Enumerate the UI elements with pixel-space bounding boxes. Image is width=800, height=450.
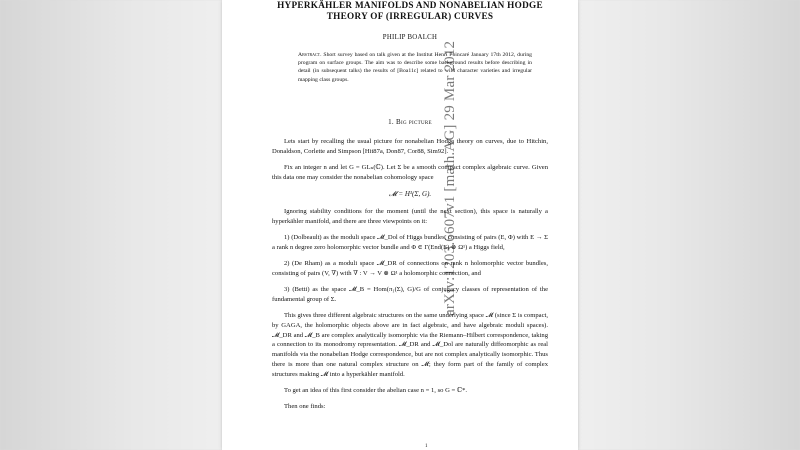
equation-1: 𝓜 = H¹(Σ, G). [388, 190, 432, 199]
paragraph-3: Ignoring stability conditions for the moment (until the next section), this space is naturally a hyperkähler manifold, and there are three viewpoints on it: [272, 208, 548, 226]
title-line-2: THEORY OF (IRREGULAR) CURVES [326, 11, 494, 21]
paper-page [222, 0, 578, 450]
abstract-lead: Abstract. [298, 52, 322, 58]
section-title: Big picture [396, 117, 432, 126]
paragraph-5: To get an idea of this first consider the abelian case n = 1, so G = ℂ*. [284, 387, 468, 395]
page-content [272, 0, 548, 412]
section-heading [272, 118, 548, 126]
paragraph-dolbeault: 1) (Dolbeault) as the moduli space 𝓜_Dol of Higgs bundles, consisting of pairs (E, Φ) with E → Σ a rank n degree zero holomorphic vector bundle and Φ ∈ Γ(End(E) ⊗ Ω¹) a Higgs field, [272, 234, 548, 252]
paragraph-2: Fix an integer n and let G = GLₙ(ℂ). Let Σ be a smooth compact complex algebraic curve. Given this data one may consider the nonabelian cohomology space [272, 163, 548, 181]
paragraph-4: This gives three different algebraic structures on the same underlying space 𝓜 (since Σ is compact, by GAGA, the holomorphic objects above are in fact algebraic, and have algebraic moduli spaces). 𝓜_DR and 𝓜_B are complex analytically isomorphic via the Riemann–Hilbert correspondence, taking a connection to its monodromy representation. 𝓜_DR and 𝓜_Dol are naturally diffeomorphic as real manifolds via the nonabelian Hodge correspondence, but are not complex analytically isomorphic. Thus there is more than one natural complex structure on 𝓜; they form part of the family of complex structures making 𝓜 into a hyperkähler manifold. [272, 311, 548, 379]
arxiv-stamp: arXiv:1203.6607v1 [math.AG] 29 Mar 2012 [442, 40, 458, 316]
abstract [298, 51, 532, 84]
paragraph-betti: 3) (Betti) as the space 𝓜_B = Hom(π₁(Σ), G)/G of conjugacy classes of representation of the fundamental group of Σ. [272, 285, 548, 303]
abstract-body: Short survey based on talk given at the Institut Henri Poincaré January 17th 2012, during program on surface groups. The aim was to describe some background results before describing in detail (in subsequent talks) the results of [Boa11c] related to wild character varieties and irregular mapping class groups. [298, 52, 533, 83]
paragraph-de-rham: 2) (De Rham) as a moduli space 𝓜_DR of connections on rank n holomorphic vector bundles, consisting of pairs (V, ∇) with ∇ : V → V ⊗ Ω¹ a holomorphic connection, and [272, 260, 548, 277]
background-right [578, 0, 800, 450]
paragraph-1: Lets start by recalling the usual picture for nonabelian Hodge theory on curves, due to Hitchin, Donaldson, Corlette and Simpson [Hit87a, Don87, Cor88, Sim92]. [272, 137, 548, 155]
paragraph-6: Then one finds: [284, 402, 326, 410]
author: PHILIP BOALCH [382, 34, 438, 41]
section-number: 1. [388, 117, 394, 126]
page-number: 1 [425, 444, 428, 449]
title-line-1: HYPERKÄHLER MANIFOLDS AND NONABELIAN HODGE [277, 0, 543, 10]
paper-title [272, 0, 548, 22]
background-left [0, 0, 222, 450]
